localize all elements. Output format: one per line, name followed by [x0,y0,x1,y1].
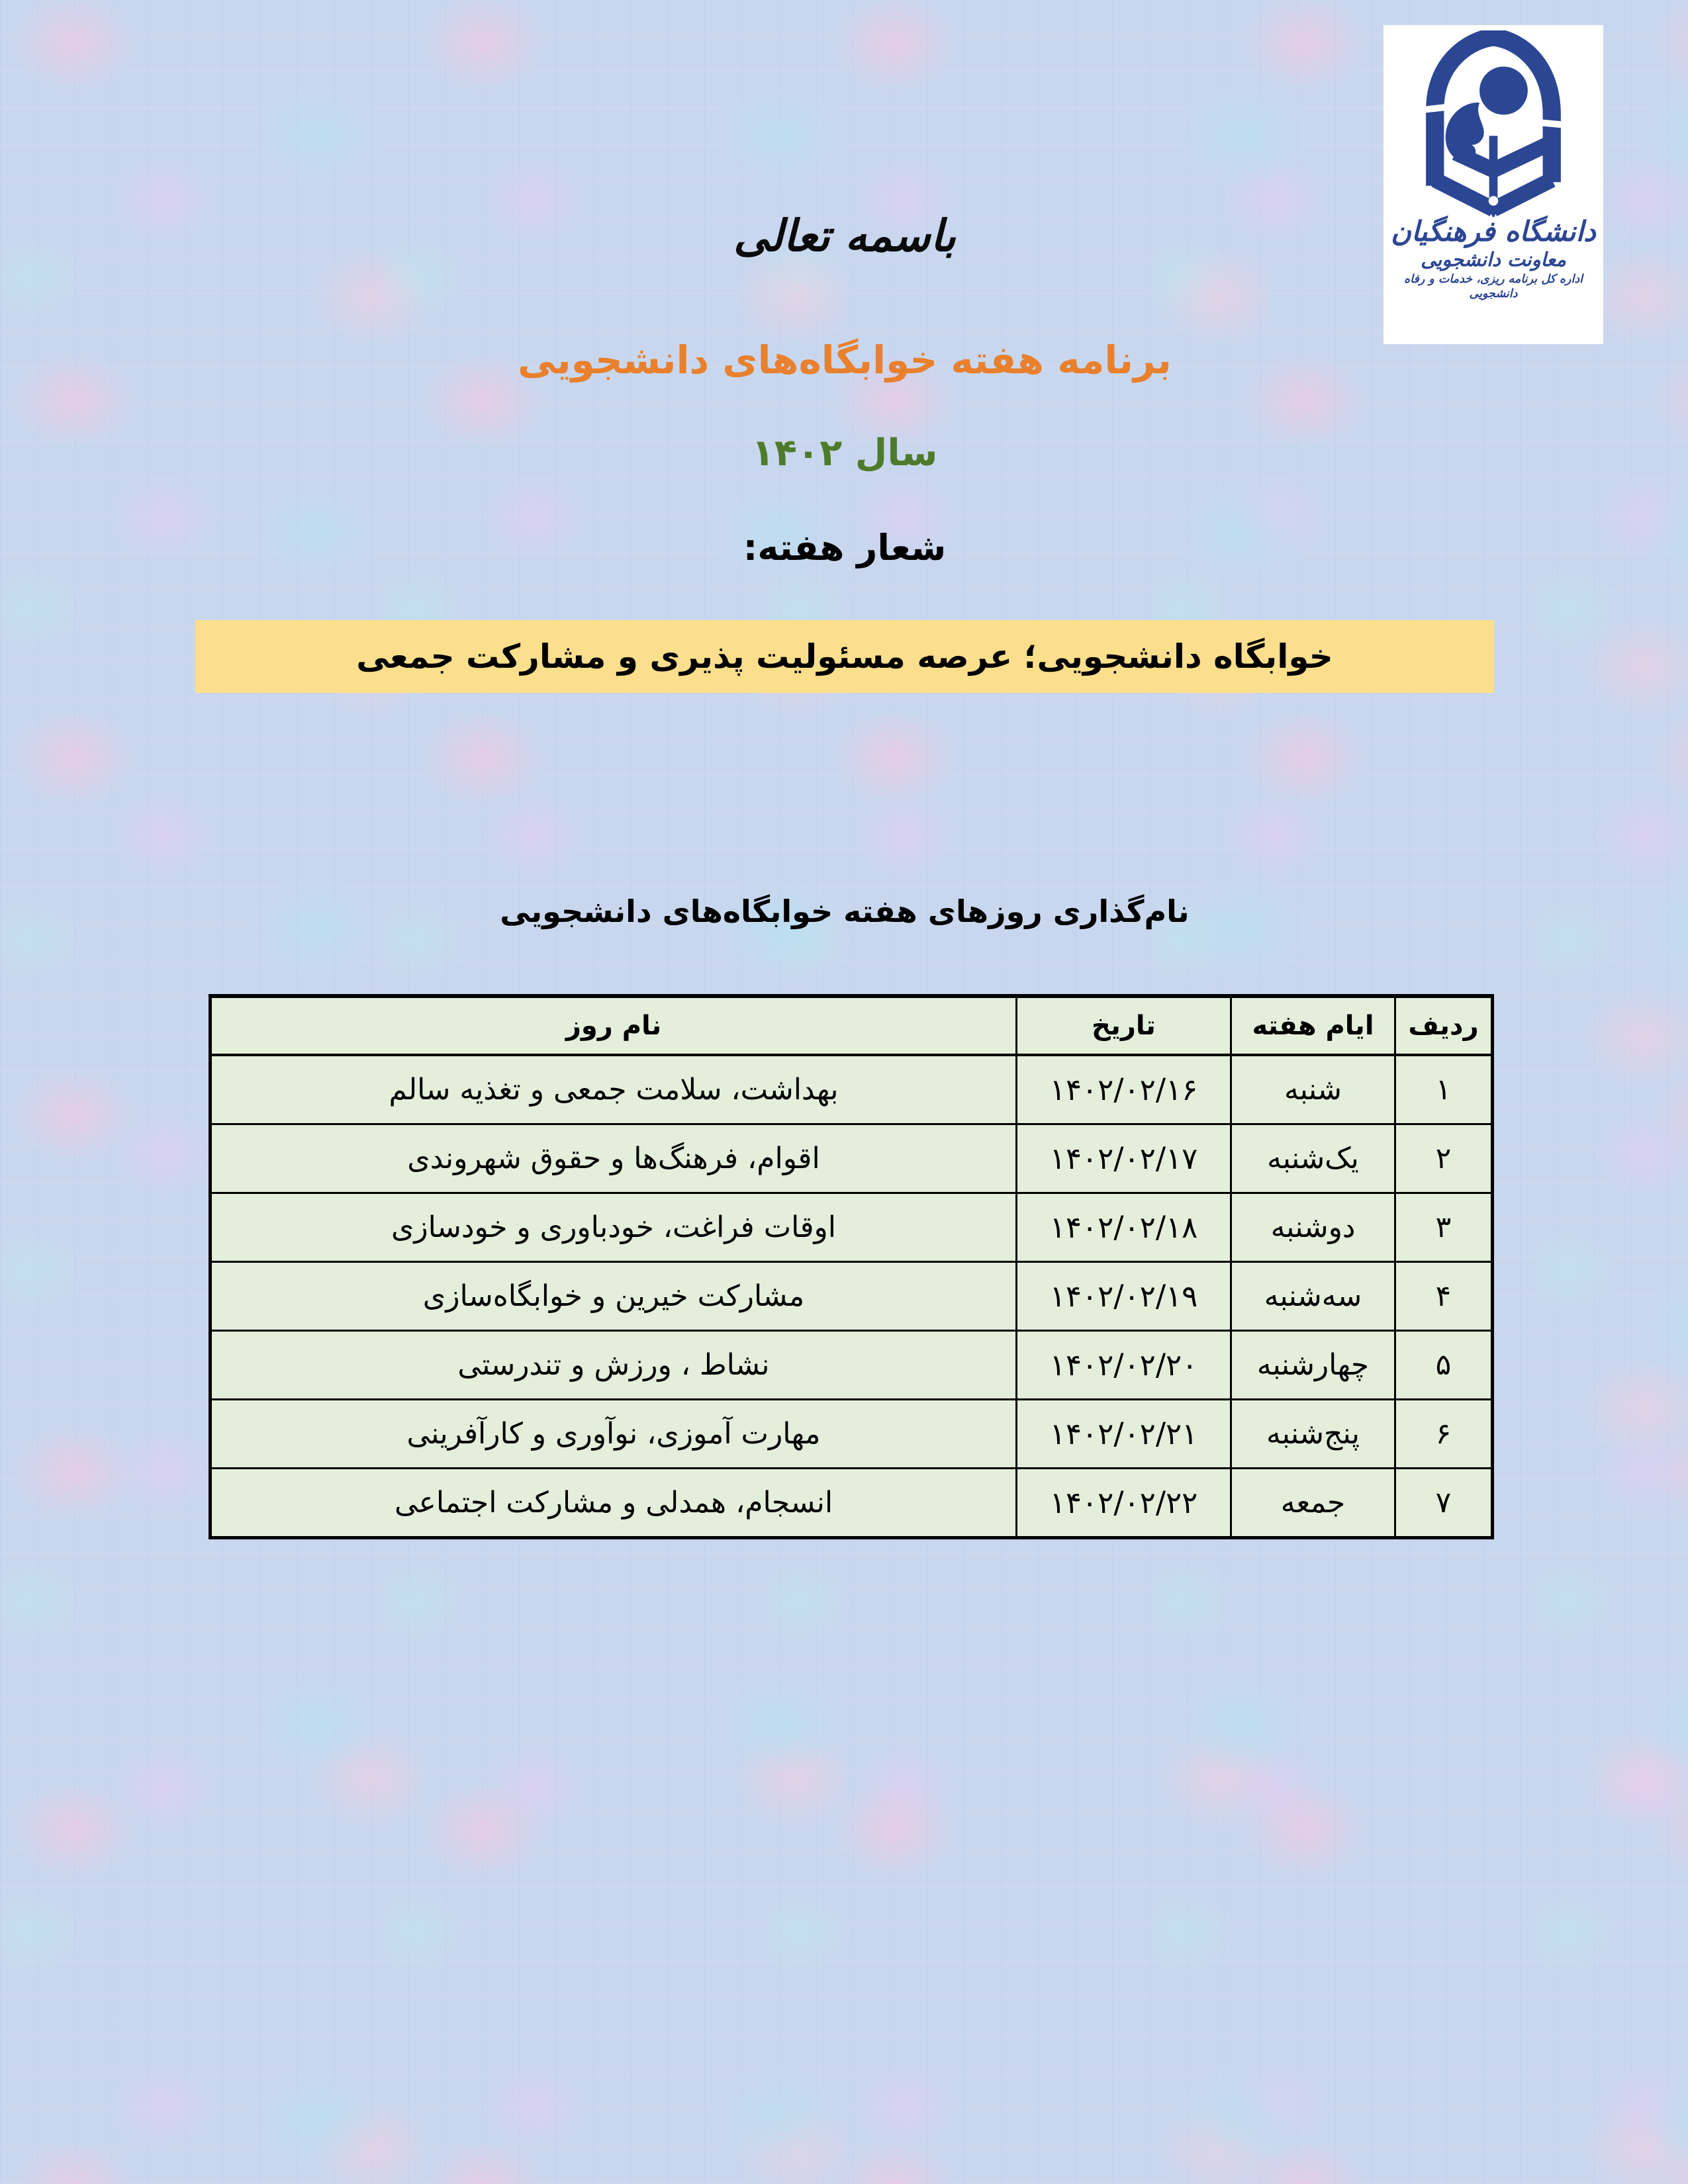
dormitory-week-table [209,994,1494,1539]
slogan-text: خوابگاه دانشجویی؛ عرصه مسئولیت پذیری و مشارکت جمعی [356,637,1333,676]
table-row [211,1055,1493,1124]
cell-row-number: ۴ [1395,1262,1493,1331]
bismillah-calligraphy: باسمه تعالی [733,210,956,261]
cell-weekday: پنج‌شنبه [1231,1400,1395,1469]
slogan-highlight-box [195,620,1494,693]
cell-row-number: ۳ [1395,1193,1493,1262]
cell-day-name: نشاط ، ورزش و تندرستی [211,1331,1017,1400]
farhangian-university-emblem-icon [1411,30,1576,217]
cell-date: ۱۴۰۲/۰۲/۲۱ [1017,1400,1231,1469]
table-header-row [211,996,1493,1055]
cell-row-number: ۷ [1395,1469,1493,1538]
cell-date: ۱۴۰۲/۰۲/۱۶ [1017,1055,1231,1124]
table-row [211,1262,1493,1331]
cell-weekday: شنبه [1231,1055,1395,1124]
cell-weekday: سه‌شنبه [1231,1262,1395,1331]
cell-day-name: مشارکت خیرین و خوابگاه‌سازی [211,1262,1017,1331]
cell-day-name: مهارت آموزی، نوآوری و کارآفرینی [211,1400,1017,1469]
cell-row-number: ۶ [1395,1400,1493,1469]
cell-date: ۱۴۰۲/۰۲/۲۲ [1017,1469,1231,1538]
table-row [211,1331,1493,1400]
university-logo-box [1383,25,1603,344]
cell-date: ۱۴۰۲/۰۲/۱۸ [1017,1193,1231,1262]
year-subtitle: سال ۱۴۰۲ [751,432,938,475]
cell-day-name: بهداشت، سلامت جمعی و تغذیه سالم [211,1055,1017,1124]
cell-day-name: اقوام، فرهنگ‌ها و حقوق شهروندی [211,1124,1017,1193]
cell-weekday: چهارشنبه [1231,1331,1395,1400]
header-row-number: ردیف [1395,996,1493,1055]
table-row [211,1469,1493,1538]
page-title: برنامه هفته خوابگاه‌های دانشجویی [518,338,1172,383]
slogan-label: شعار هفته: [743,527,947,569]
cell-date: ۱۴۰۲/۰۲/۱۹ [1017,1262,1231,1331]
table-row [211,1400,1493,1469]
logo-deputy-line: معاونت دانشجویی [1421,248,1566,271]
cell-row-number: ۵ [1395,1331,1493,1400]
header-weekday: ایام هفته [1231,996,1395,1055]
cell-day-name: اوقات فراغت، خودباوری و خودسازی [211,1193,1017,1262]
cell-row-number: ۲ [1395,1124,1493,1193]
header-date: تاریخ [1017,996,1231,1055]
table-title: نام‌گذاری روزهای هفته خوابگاه‌های دانشجویی [500,893,1190,929]
cell-weekday: جمعه [1231,1469,1395,1538]
header-day-name: نام روز [211,996,1017,1055]
cell-row-number: ۱ [1395,1055,1493,1124]
cell-weekday: دوشنبه [1231,1193,1395,1262]
cell-day-name: انسجام، همدلی و مشارکت اجتماعی [211,1469,1017,1538]
table-row [211,1124,1493,1193]
table-row [211,1193,1493,1262]
cell-weekday: یک‌شنبه [1231,1124,1395,1193]
logo-university-name: دانشگاه فرهنگیان [1391,215,1596,248]
logo-office-line: اداره کل برنامه ریزی، خدمات و رفاه دانشجویی [1403,273,1583,301]
cell-date: ۱۴۰۲/۰۲/۱۷ [1017,1124,1231,1193]
cell-date: ۱۴۰۲/۰۲/۲۰ [1017,1331,1231,1400]
